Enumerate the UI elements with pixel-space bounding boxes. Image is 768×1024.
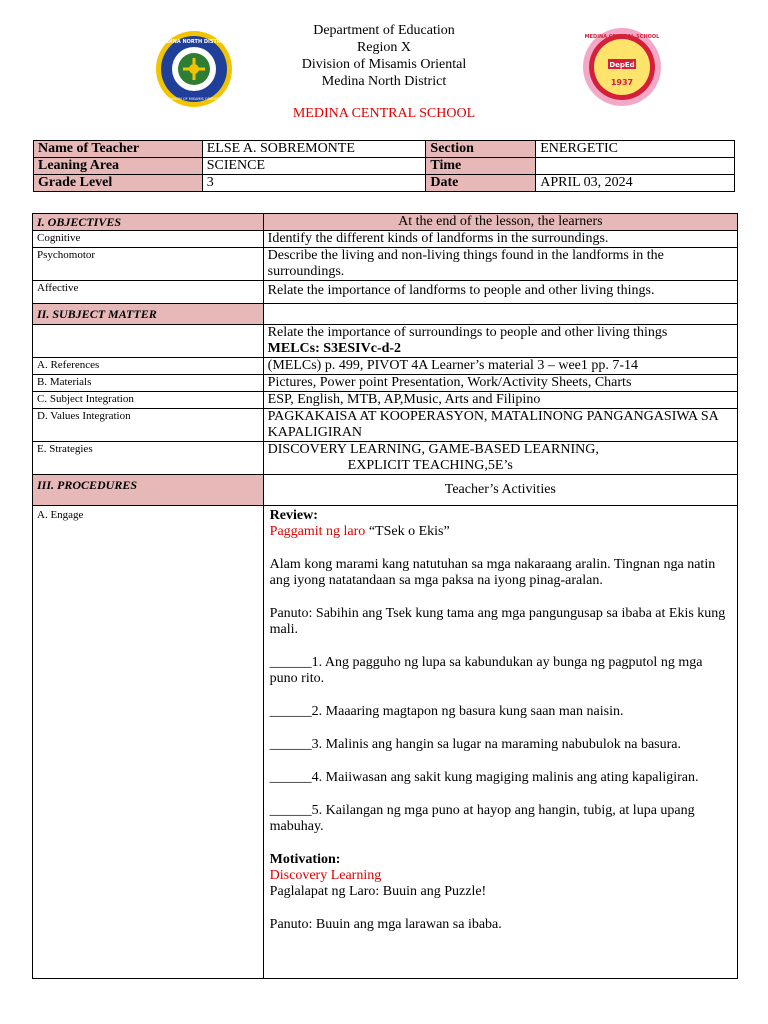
psychomotor-text: Describe the living and non-living things found in the landforms in the surroundings. (263, 248, 737, 281)
review-game-label: Paggamit ng laro (269, 524, 366, 539)
table-row (33, 392, 738, 409)
table-row (33, 231, 738, 248)
strategies-label: E. Strategies (33, 442, 264, 475)
review-game-line (270, 524, 731, 540)
objectives-header-row (33, 214, 738, 231)
list-item: ______1. Ang pagguho ng lupa sa kabundukan ay bunga ng pagputol ng mga puno rito. (269, 655, 703, 686)
table-row (33, 325, 738, 358)
review-intro: Alam kong marami kang natutuhan sa mga nakaraang aralin. Tingnan nga natin ang iyong natatandaan sa mga paksa na iyong pinag-aralan. (269, 557, 716, 588)
table-row (33, 358, 738, 375)
psychomotor-label: Psychomotor (33, 248, 264, 281)
references-text: (MELCs) p. 499, PIVOT 4A Learner’s material 3 – wee1 pp. 7-14 (263, 358, 737, 375)
letterhead (0, 22, 768, 90)
subject-matter-heading-blank (263, 304, 737, 325)
topic-label-blank (33, 325, 264, 358)
table-row (34, 141, 735, 158)
list-item: ______3. Malinis ang hangin sa lugar na maraming nabubulok na basura. (269, 737, 682, 752)
right-seal-ring-text: MEDINA CENTRAL SCHOOL (584, 34, 660, 40)
affective-label: Affective (33, 281, 264, 304)
right-seal-year: 1937 (610, 78, 634, 87)
procedures-heading: III. PROCEDURES (33, 475, 264, 506)
table-row (34, 158, 735, 175)
cognitive-text: Identify the different kinds of landforms in the surroundings. (263, 231, 737, 248)
time-label: Time (426, 158, 536, 175)
time-value (536, 158, 735, 175)
subject-integration-label: C. Subject Integration (33, 392, 264, 409)
learning-area-value: SCIENCE (202, 158, 426, 175)
table-row (33, 281, 738, 304)
subject-matter-heading: II. SUBJECT MATTER (33, 304, 264, 325)
values-integration-text: PAGKAKAISA AT KOOPERASYON, MATALINONG PANGANGASIWA SA KAPALIGIRAN (263, 409, 737, 442)
references-label: A. References (33, 358, 264, 375)
list-item: ______5. Kailangan ng mga puno at hayop ang hangin, tubig, at lupa upang mabuhay. (269, 803, 695, 834)
list-item: ______4. Maiiwasan ang sakit kung magiging malinis ang ating kapaligiran. (269, 770, 699, 785)
lesson-info-table (33, 140, 735, 192)
engage-label: A. Engage (33, 506, 264, 979)
engage-row (33, 506, 738, 979)
motivation-strategy: Discovery Learning (269, 868, 382, 883)
affective-text: Relate the importance of landforms to people and other living things. (263, 281, 737, 304)
date-label: Date (426, 175, 536, 192)
date-value: APRIL 03, 2024 (536, 175, 735, 192)
district-line: Medina North District (321, 74, 447, 89)
review-title: Review: (269, 508, 318, 523)
subject-matter-header-row (33, 304, 738, 325)
school-name: MEDINA CENTRAL SCHOOL (292, 106, 476, 121)
region-line: Region X (356, 40, 412, 55)
cognitive-label: Cognitive (33, 231, 264, 248)
table-row (33, 409, 738, 442)
topic-cell (263, 325, 737, 358)
table-row (33, 375, 738, 392)
lesson-plan-table (32, 213, 738, 979)
strategies-cell (263, 442, 737, 475)
engage-activities (263, 506, 737, 979)
grade-level-value: 3 (202, 175, 426, 192)
objectives-heading: I. OBJECTIVES (33, 214, 264, 231)
learning-area-label: Leaning Area (34, 158, 203, 175)
division-line: Division of Misamis Oriental (301, 57, 467, 72)
motivation-game: Paglalapat ng Laro: Buuin ang Puzzle! (269, 884, 487, 899)
procedures-header-row (33, 475, 738, 506)
teacher-label: Name of Teacher (34, 141, 203, 158)
topic-text: Relate the importance of surroundings to people and other living things (267, 325, 668, 340)
list-item: ______2. Maaaring magtapon ng basura kung saan man naisin. (269, 704, 624, 719)
motivation-title: Motivation: (269, 852, 341, 867)
teacher-value: ELSE A. SOBREMONTE (202, 141, 426, 158)
right-seal-inner-text: DepEd (609, 61, 635, 69)
materials-label: B. Materials (33, 375, 264, 392)
left-seal-bottom-text: DIVISION OF MISAMIS ORIENTAL (165, 97, 223, 101)
section-value: ENERGETIC (536, 141, 735, 158)
section-label: Section (426, 141, 536, 158)
table-row (34, 175, 735, 192)
subject-integration-text: ESP, English, MTB, AP,Music, Arts and Filipino (263, 392, 737, 409)
materials-text: Pictures, Power point Presentation, Work/Activity Sheets, Charts (263, 375, 737, 392)
table-row (33, 442, 738, 475)
strategies-line2: EXPLICIT TEACHING,5E’s (347, 458, 513, 473)
grade-level-label: Grade Level (34, 175, 203, 192)
teachers-activities-title: Teacher’s Activities (263, 475, 737, 506)
department-line: Department of Education (313, 23, 455, 38)
review-game-title: “TSek o Ekis” (365, 524, 450, 539)
left-seal-ring-text: MEDINA NORTH DISTRICT (158, 39, 230, 45)
review-instructions: Panuto: Sabihin ang Tsek kung tama ang mga pangungusap sa ibaba at Ekis kung mali. (269, 606, 726, 637)
objectives-intro: At the end of the lesson, the learners (263, 214, 737, 231)
melcs-code: MELCs: S3ESIVc-d-2 (267, 341, 402, 356)
table-row (33, 248, 738, 281)
motivation-instructions: Panuto: Buuin ang mga larawan sa ibaba. (269, 917, 502, 932)
strategies-line1: DISCOVERY LEARNING, GAME-BASED LEARNING, (267, 442, 599, 457)
values-integration-label: D. Values Integration (33, 409, 264, 442)
